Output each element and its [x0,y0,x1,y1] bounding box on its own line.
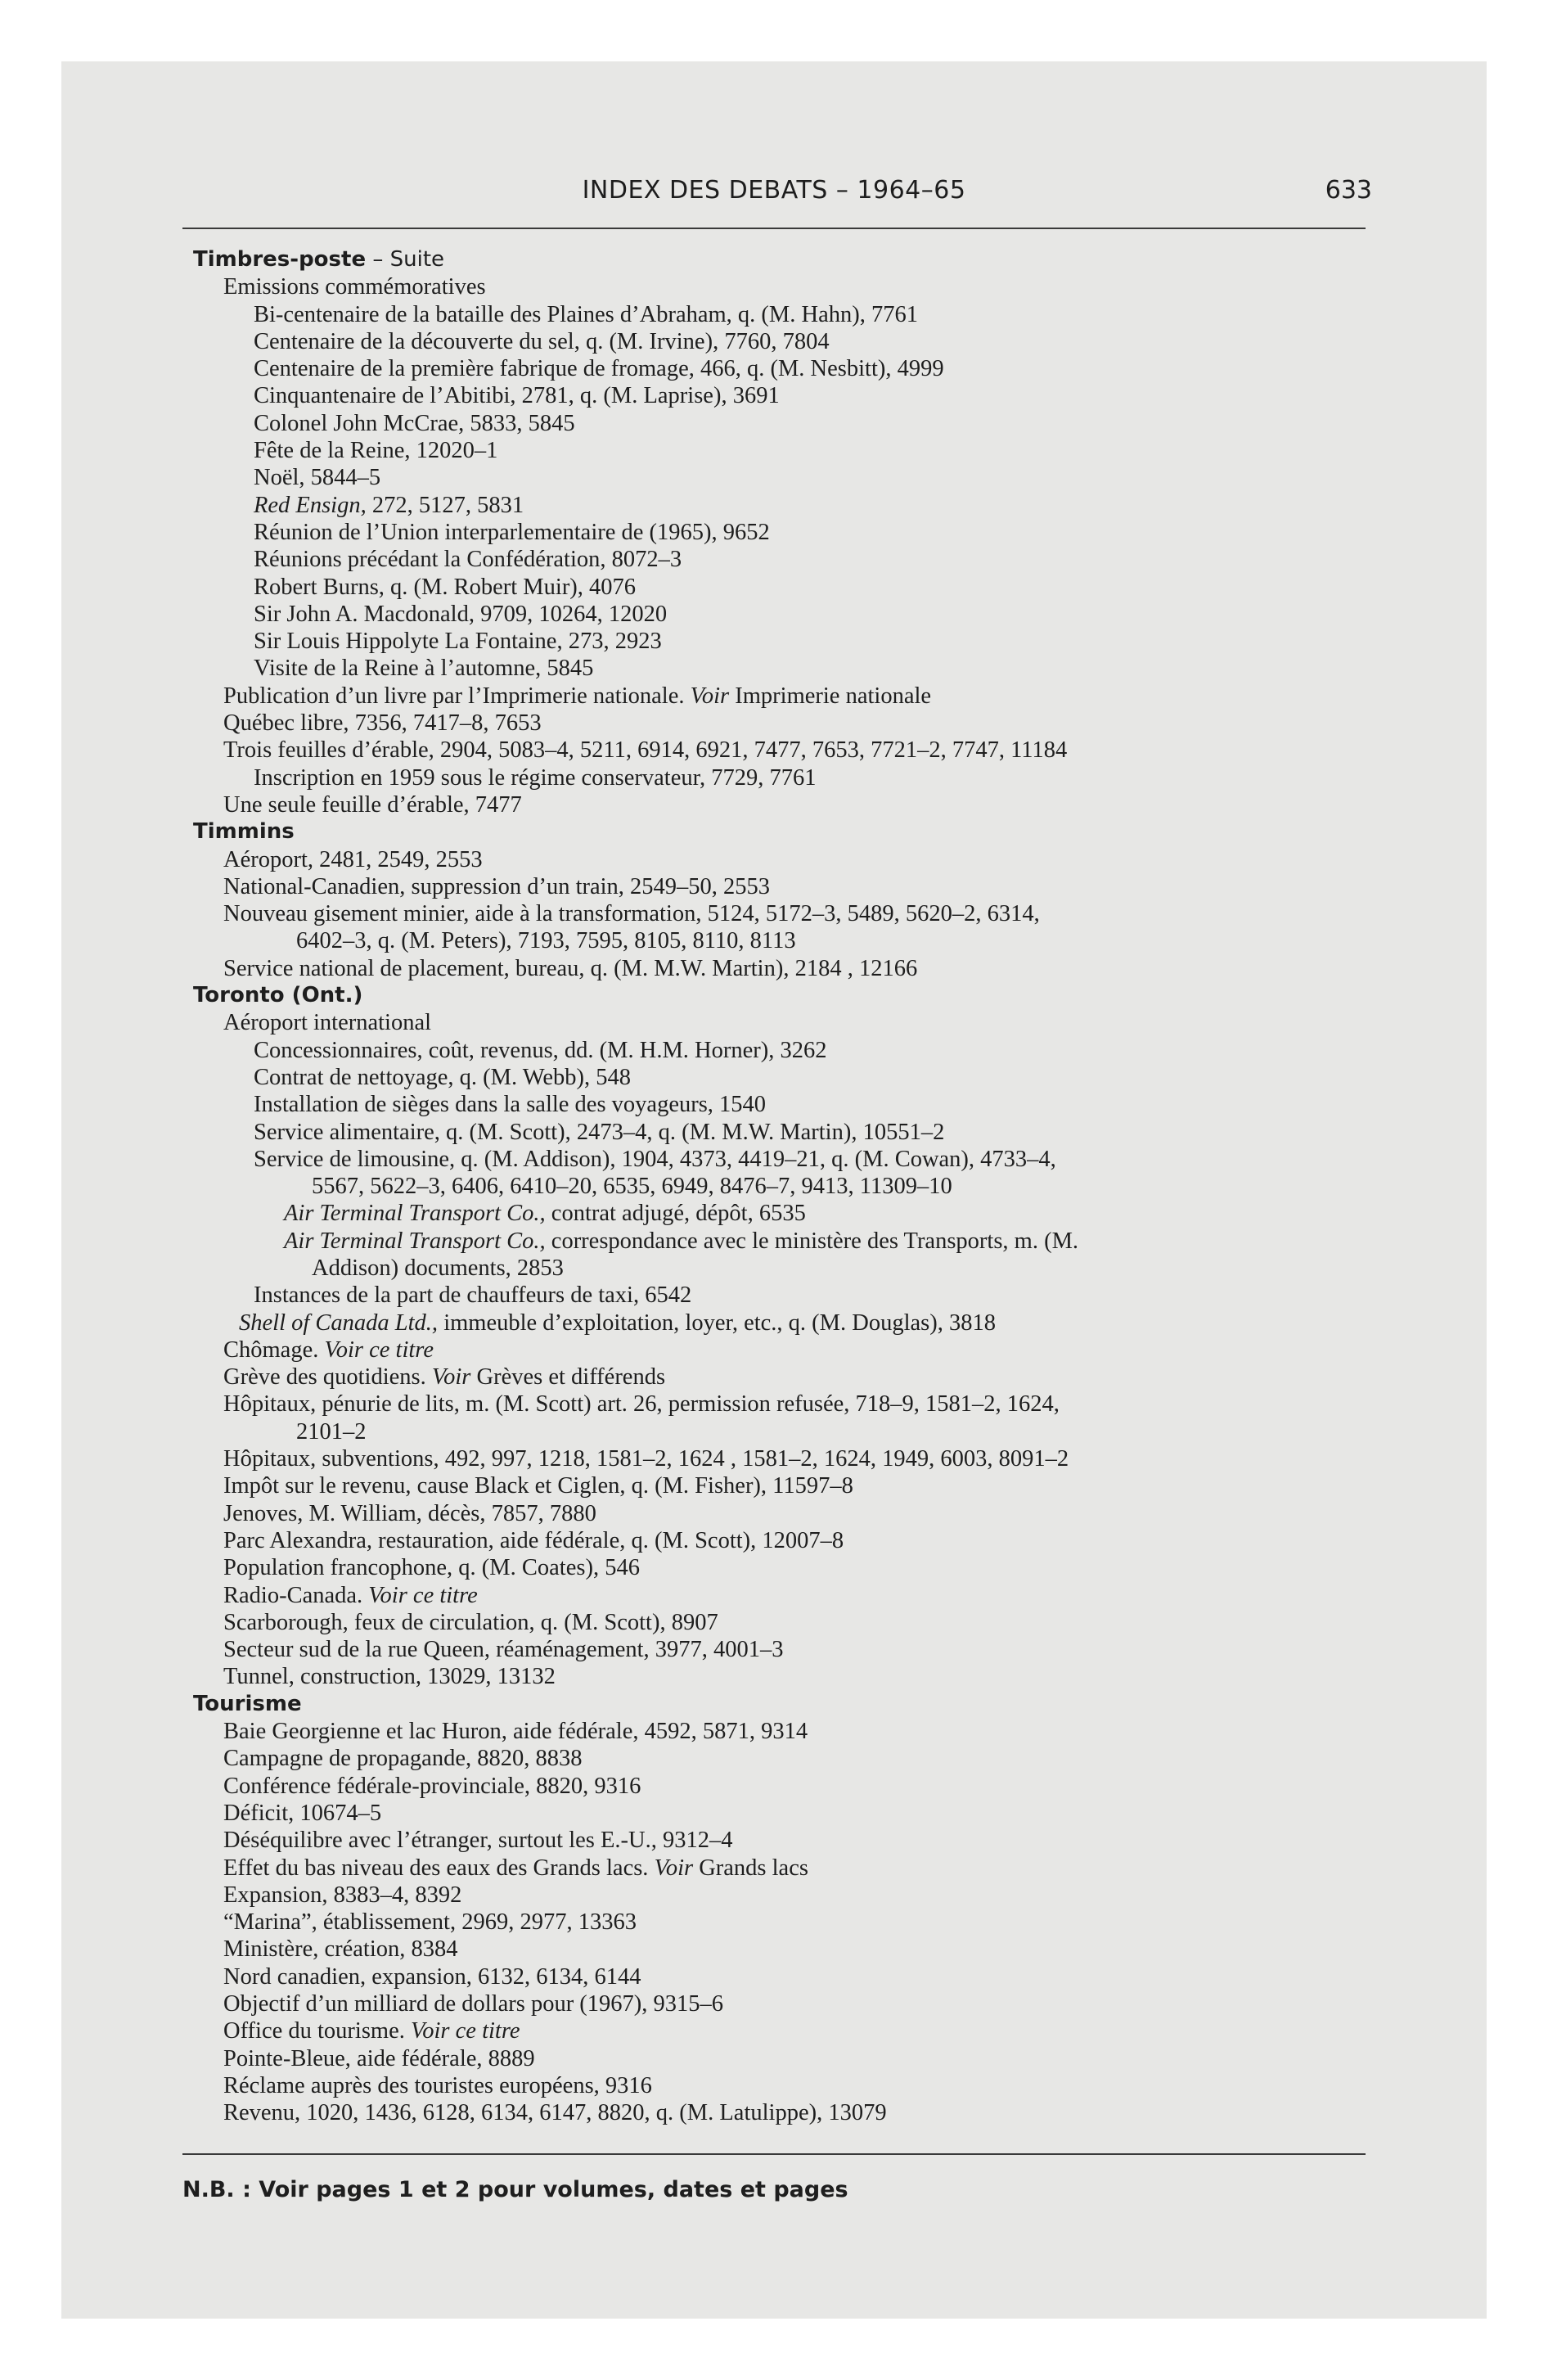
index-line: “Marina”, établissement, 2969, 2977, 13363 [223,1909,637,1936]
index-line: Cinquantenaire de l’Abitibi, 2781, q. (M. Laprise), 3691 [254,383,780,409]
index-line: Secteur sud de la rue Queen, réaménagement, 3977, 4001–3 [223,1637,784,1663]
index-line: Parc Alexandra, restauration, aide fédérale, q. (M. Scott), 12007–8 [223,1527,844,1553]
index-line: Trois feuilles d’érable, 2904, 5083–4, 5211, 6914, 6921, 7477, 7653, 7721–2, 7747, 11184 [223,737,1068,764]
index-line: Tunnel, construction, 13029, 13132 [223,1664,556,1690]
index-line: Sir John A. Macdonald, 9709, 10264, 12020 [254,601,668,627]
index-line: Grève des quotidiens. Voir Grèves et différends [223,1364,666,1391]
subentry-aeroport: Aéroport international [223,1010,432,1036]
entry-heading-tourisme: Tourisme [193,1691,302,1716]
index-line: Air Terminal Transport Co., contrat adjugé, dépôt, 6535 [284,1201,806,1227]
index-line: Campagne de propagande, 8820, 8838 [223,1746,583,1772]
page-number: 633 [1325,176,1372,205]
index-line: National-Canadien, suppression d’un train, 2549–50, 2553 [223,873,771,899]
index-line: Hôpitaux, pénurie de lits, m. (M. Scott) art. 26, permission refusée, 718–9, 1581–2, 1624, [223,1391,1060,1418]
index-line: Service national de placement, bureau, q. (M. M.W. Martin), 2184 , 12166 [223,955,918,981]
index-line: Québec libre, 7356, 7417–8, 7653 [223,710,542,737]
running-title: INDEX DES DEBATS – 1964–65 [582,176,966,205]
index-line: Effet du bas niveau des eaux des Grands lacs. Voir Grands lacs [223,1855,808,1881]
subentry-emissions: Emissions commémoratives [223,274,486,300]
index-line: Nord canadien, expansion, 6132, 6134, 6144 [223,1963,641,1990]
index-line: Inscription en 1959 sous le régime conservateur, 7729, 7761 [254,764,817,791]
index-line: Air Terminal Transport Co., correspondance avec le ministère des Transports, m. (M. [284,1228,1079,1254]
index-line: Revenu, 1020, 1436, 6128, 6134, 6147, 8820, q. (M. Latulippe), 13079 [223,2100,887,2126]
index-line: Réunion de l’Union interparlementaire de (1965), 9652 [254,519,770,545]
index-line: Déficit, 10674–5 [223,1800,382,1826]
index-line: Colonel John McCrae, 5833, 5845 [254,410,575,436]
index-line: Chômage. Voir ce titre [223,1336,434,1363]
index-line: Service de limousine, q. (M. Addison), 1904, 4373, 4419–21, q. (M. Cowan), 4733–4, [254,1146,1056,1172]
index-line: Service alimentaire, q. (M. Scott), 2473–4, q. (M. M.W. Martin), 10551–2 [254,1119,945,1145]
index-line: Bi-centenaire de la bataille des Plaines d’Abraham, q. (M. Hahn), 7761 [254,301,918,327]
index-line: Hôpitaux, subventions, 492, 997, 1218, 1581–2, 1624 , 1581–2, 1624, 1949, 6003, 8091–2 [223,1446,1069,1472]
footer-rule [182,2153,1366,2155]
index-line-continuation: 6402–3, q. (M. Peters), 7193, 7595, 8105, 8110, 8113 [296,928,796,954]
index-line: Déséquilibre avec l’étranger, surtout les E.-U., 9312–4 [223,1828,733,1854]
index-line-continuation: 5567, 5622–3, 6406, 6410–20, 6535, 6949, 8476–7, 9413, 11309–10 [312,1174,952,1200]
entry-heading-toronto: Toronto (Ont.) [193,983,363,1008]
index-line: Publication d’un livre par l’Imprimerie nationale. Voir Imprimerie nationale [223,683,932,709]
index-line: Expansion, 8383–4, 8392 [223,1882,462,1908]
index-line: Nouveau gisement minier, aide à la transformation, 5124, 5172–3, 5489, 5620–2, 6314, [223,901,1040,927]
index-line: Impôt sur le revenu, cause Black et Ciglen, q. (M. Fisher), 11597–8 [223,1473,853,1499]
index-line-continuation: 2101–2 [296,1418,367,1445]
index-line: Fête de la Reine, 12020–1 [254,438,498,464]
index-line: Baie Georgienne et lac Huron, aide fédérale, 4592, 5871, 9314 [223,1719,808,1745]
index-line: Concessionnaires, coût, revenus, dd. (M. H.M. Horner), 3262 [254,1037,827,1063]
index-line: Centenaire de la découverte du sel, q. (M. Irvine), 7760, 7804 [254,328,830,354]
index-line: Centenaire de la première fabrique de fromage, 466, q. (M. Nesbitt), 4999 [254,356,944,382]
header-rule [182,228,1366,229]
index-line: Red Ensign, 272, 5127, 5831 [254,492,524,518]
index-line: Scarborough, feux de circulation, q. (M. Scott), 8907 [223,1609,718,1635]
index-line: Conférence fédérale-provinciale, 8820, 9316 [223,1773,641,1799]
page-header [61,176,1487,225]
entry-heading-timmins: Timmins [193,819,295,845]
index-line: Shell of Canada Ltd., immeuble d’exploitation, loyer, etc., q. (M. Douglas), 3818 [239,1309,996,1336]
entry-heading-timbres: Timbres-poste – Suite [193,247,445,272]
index-line: Aéroport, 2481, 2549, 2553 [223,846,483,872]
footer-note: N.B. : Voir pages 1 et 2 pour volumes, dates et pages [182,2177,848,2202]
index-line: Pointe-Bleue, aide fédérale, 8889 [223,2045,535,2071]
index-line: Sir Louis Hippolyte La Fontaine, 273, 2923 [254,629,662,655]
index-line: Robert Burns, q. (M. Robert Muir), 4076 [254,574,637,600]
document-page [61,61,1487,2319]
index-line: Population francophone, q. (M. Coates), 546 [223,1555,640,1581]
index-line: Noël, 5844–5 [254,465,381,491]
index-line: Office du tourisme. Voir ce titre [223,2018,520,2044]
index-line: Une seule feuille d’érable, 7477 [223,791,522,818]
index-line: Radio-Canada. Voir ce titre [223,1582,478,1608]
index-line: Visite de la Reine à l’automne, 5845 [254,656,594,682]
index-line: Objectif d’un milliard de dollars pour (1967), 9315–6 [223,1991,724,2017]
index-content [193,246,1371,2126]
index-line-continuation: Addison) documents, 2853 [312,1255,564,1281]
index-line: Installation de sièges dans la salle des voyageurs, 1540 [254,1092,767,1118]
index-line: Jenoves, M. William, décès, 7857, 7880 [223,1500,596,1526]
index-line: Réclame auprès des touristes européens, 9316 [223,2072,652,2098]
index-line: Ministère, création, 8384 [223,1936,458,1963]
index-line: Instances de la part de chauffeurs de taxi, 6542 [254,1282,692,1309]
index-line: Contrat de nettoyage, q. (M. Webb), 548 [254,1064,631,1090]
index-line: Réunions précédant la Confédération, 8072–3 [254,547,682,573]
